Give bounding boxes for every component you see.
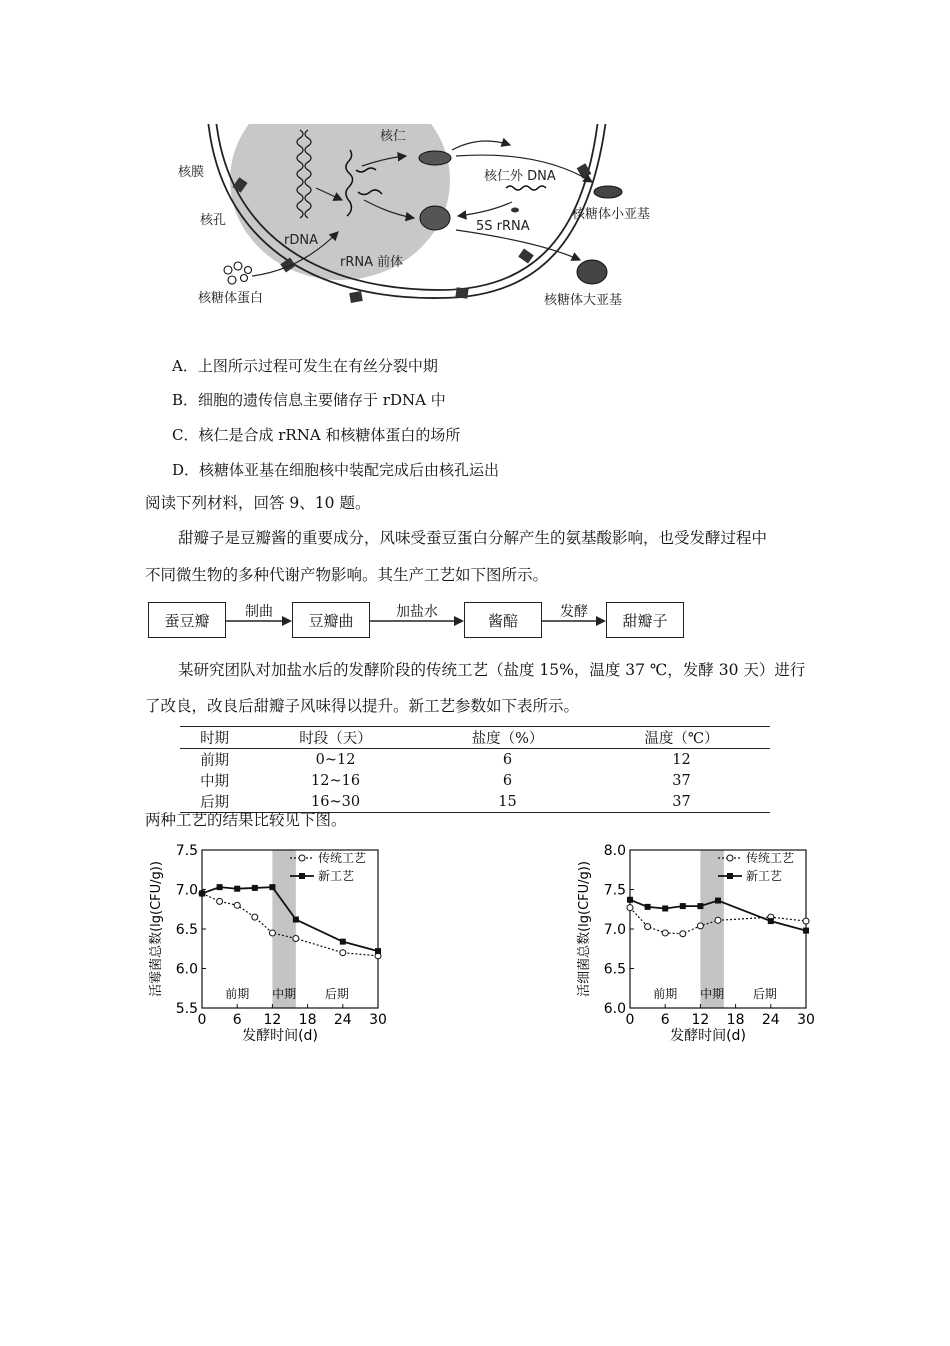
y-tick-label: 5.5 [175, 1001, 198, 1017]
x-tick-label: 18 [298, 1012, 317, 1028]
data-point-new [234, 886, 240, 892]
legend-marker-new [727, 873, 733, 879]
research-line-2: 了改良，改良后甜瓣子风味得以提升。新工艺参数如下表所示。 [145, 697, 580, 715]
table-cell: 前期 [200, 753, 230, 769]
table-cell: 6 [502, 772, 513, 789]
phase-label: 前期 [653, 987, 678, 1001]
data-point-new [662, 905, 668, 911]
table-header: 温度（℃） [644, 731, 719, 747]
label-rrna-5s: 5S rRNA [476, 219, 530, 234]
table-cell: 中期 [200, 774, 230, 790]
research-line-1: 某研究团队对加盐水后的发酵阶段的传统工艺（盐度 15%，温度 37 ℃，发酵 30 天）进行 [178, 661, 806, 679]
data-point-traditional [715, 917, 721, 923]
large-subunit-in-nucleolus [420, 206, 450, 230]
y-tick-label: 8.0 [603, 843, 626, 859]
legend-marker-traditional [727, 855, 733, 861]
data-point-new [269, 884, 275, 890]
y-tick-label: 6.5 [603, 961, 626, 978]
data-point-traditional [217, 898, 223, 904]
y-tick-label: 6.0 [175, 961, 198, 978]
y-axis-label: 活霉菌总数(lg(CFU/g)) [149, 861, 164, 997]
data-point-traditional [340, 950, 346, 956]
x-tick-label: 30 [369, 1012, 387, 1028]
flow-label-2: 加盐水 [396, 604, 438, 620]
small-subunit-cytoplasm [594, 186, 622, 198]
table-cell: 12 [672, 751, 691, 768]
data-point-new [293, 917, 299, 923]
y-tick-label: 7.0 [175, 882, 198, 899]
legend-marker-traditional [299, 855, 305, 861]
phase-label: 前期 [225, 987, 250, 1001]
x-axis-label: 发酵时间(d) [670, 1028, 746, 1044]
shaded-middle-phase [700, 850, 723, 1008]
label-rdna: rDNA [284, 233, 318, 248]
data-point-traditional [252, 914, 258, 920]
x-tick-label: 0 [625, 1012, 635, 1028]
legend-marker-new [299, 873, 305, 879]
data-point-traditional [803, 918, 809, 924]
phase-label: 后期 [752, 987, 777, 1001]
data-point-new [340, 939, 346, 945]
legend-label: 新工艺 [746, 869, 783, 883]
flow-label-1: 制曲 [245, 604, 273, 620]
shaded-middle-phase [272, 850, 295, 1008]
table-row [180, 749, 770, 771]
flow-label-3: 发酵 [560, 604, 588, 620]
label-ribosomal-protein: 核糖体蛋白 [198, 291, 264, 306]
phase-label: 中期 [700, 987, 725, 1001]
x-tick-label: 24 [333, 1012, 352, 1028]
small-subunit-in-nucleolus [419, 151, 451, 165]
legend-label: 新工艺 [318, 869, 355, 883]
legend-label: 传统工艺 [318, 851, 367, 865]
label-small-subunit: 核糖体小亚基 [572, 207, 651, 222]
data-point-new [252, 885, 258, 891]
x-axis-label: 发酵时间(d) [242, 1028, 318, 1044]
data-point-traditional [293, 935, 299, 941]
label-rrna-precursor: rRNA 前体 [340, 255, 404, 270]
table-cell: 37 [672, 793, 691, 810]
phase-label: 中期 [272, 987, 297, 1001]
data-point-new [680, 903, 686, 909]
option-a: A．上图所示过程可发生在有丝分裂中期 [172, 357, 438, 375]
option-c: C．核仁是合成 rRNA 和核糖体蛋白的场所 [172, 426, 461, 444]
flow-box-2: 豆瓣曲 [292, 602, 370, 638]
data-point-new [803, 928, 809, 934]
option-d: D．核糖体亚基在细胞核中装配完成后由核孔运出 [172, 461, 500, 479]
x-tick-label: 6 [660, 1012, 670, 1028]
data-point-new [768, 918, 774, 924]
flow-box-3: 酱醅 [464, 602, 542, 638]
option-b: B．细胞的遗传信息主要储存于 rDNA 中 [172, 391, 446, 409]
y-tick-label: 7.5 [603, 882, 626, 899]
data-point-traditional [662, 930, 668, 936]
label-nucleolus: 核仁 [380, 129, 407, 144]
compare-text: 两种工艺的结果比较见下图。 [145, 811, 347, 829]
data-point-new [697, 903, 703, 909]
data-point-new [715, 898, 721, 904]
x-tick-label: 30 [797, 1012, 815, 1028]
rrna-5s-particle [511, 208, 519, 213]
y-tick-label: 7.0 [603, 922, 626, 938]
extra-nucleolar-dna-strand [506, 186, 546, 190]
label-large-subunit: 核糖体大亚基 [544, 293, 623, 308]
x-tick-label: 0 [197, 1012, 207, 1028]
data-point-traditional [697, 923, 703, 929]
x-tick-label: 6 [232, 1012, 242, 1028]
ribosome-assembly-diagram [160, 120, 720, 330]
intro-line-2: 不同微生物的多种代谢产物影响。其生产工艺如下图所示。 [145, 566, 549, 584]
table-cell: 15 [498, 793, 517, 810]
y-tick-label: 6.0 [603, 1001, 626, 1017]
data-point-new [375, 948, 381, 954]
table-cell: 6 [502, 751, 513, 768]
data-point-traditional [645, 924, 651, 930]
table-header: 时段（天） [299, 731, 372, 747]
table-cell: 12~16 [311, 772, 361, 789]
x-tick-label: 24 [761, 1012, 780, 1028]
data-point-traditional [680, 931, 686, 937]
intro-line-1: 甜瓣子是豆瓣酱的重要成分，风味受蚕豆蛋白分解产生的氨基酸影响，也受发酵过程中 [178, 529, 768, 547]
data-point-traditional [234, 902, 240, 908]
data-point-traditional [627, 905, 633, 911]
table-cell: 0~12 [315, 751, 356, 768]
y-tick-label: 7.5 [175, 843, 198, 859]
table-header-row [180, 727, 770, 749]
ribosomal-protein-blobs [224, 262, 252, 284]
table-header: 盐度（%） [471, 731, 544, 747]
table-row [180, 770, 770, 791]
table-cell: 后期 [200, 795, 230, 811]
x-tick-label: 18 [726, 1012, 745, 1028]
data-point-new [217, 884, 223, 890]
y-axis-label: 活细菌总数(lg(CFU/g)) [577, 861, 592, 997]
phase-label: 后期 [324, 987, 349, 1001]
table-cell: 16~30 [311, 793, 361, 810]
bacteria-count-chart [568, 840, 818, 1050]
data-point-new [645, 904, 651, 910]
legend-label: 传统工艺 [746, 851, 795, 865]
reading-prompt: 阅读下列材料，回答 9、10 题。 [145, 494, 371, 512]
process-parameter-table [180, 726, 770, 813]
label-nuclear-envelope: 核膜 [178, 165, 205, 180]
large-subunit-cytoplasm [577, 260, 607, 284]
data-point-new [627, 897, 633, 903]
label-extra-nucleolar-dna: 核仁外 DNA [484, 169, 556, 184]
x-tick-label: 12 [263, 1012, 282, 1028]
table-cell: 37 [672, 772, 691, 789]
data-point-new [199, 890, 205, 896]
y-tick-label: 6.5 [175, 922, 198, 938]
flow-box-1: 蚕豆瓣 [148, 602, 226, 638]
data-point-traditional [269, 930, 275, 936]
mold-count-chart [140, 840, 390, 1050]
label-nuclear-pore: 核孔 [200, 213, 227, 228]
flow-box-4: 甜瓣子 [606, 602, 684, 638]
table-header: 时期 [200, 731, 230, 747]
x-tick-label: 12 [691, 1012, 710, 1028]
